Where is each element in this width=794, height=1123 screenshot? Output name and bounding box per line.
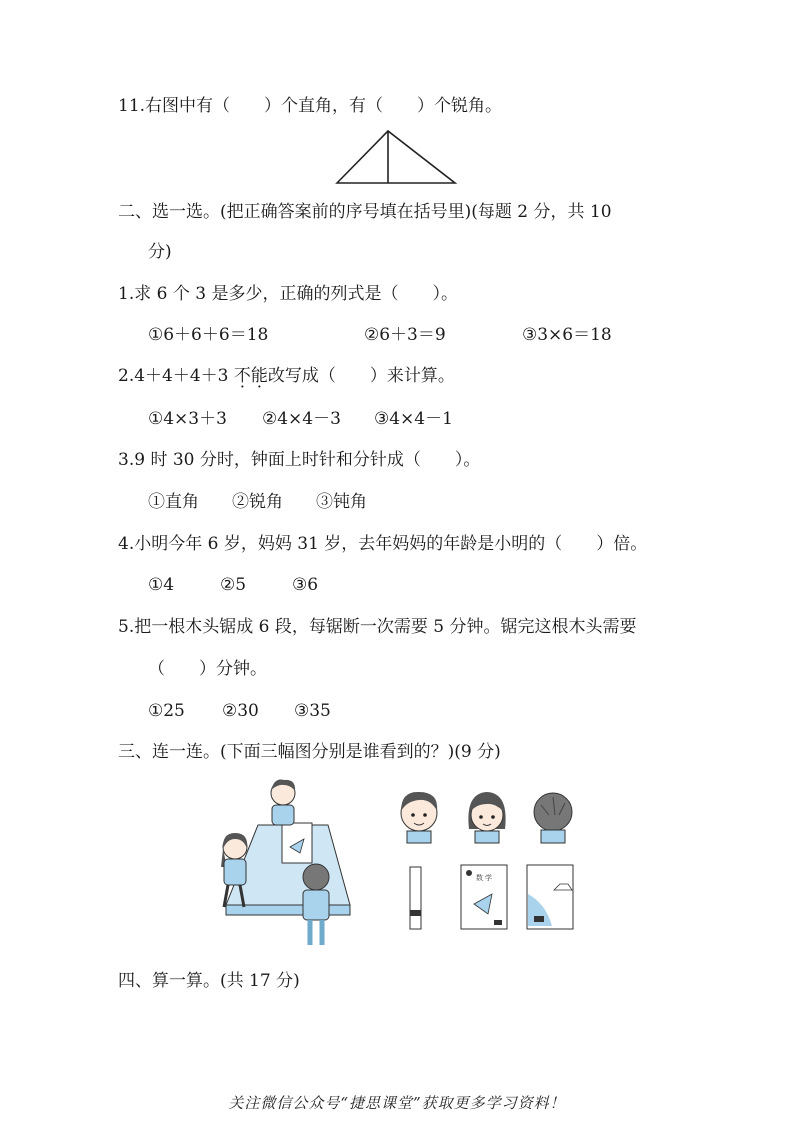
option-2: ②4×4－3 xyxy=(262,409,341,429)
option-1: ①6＋6＋6＝18 xyxy=(148,325,269,345)
emphasis-mark: 能 xyxy=(250,366,268,386)
option-3: ③4×4－1 xyxy=(374,409,453,429)
s2-question-5-cont: （ ）分钟。 xyxy=(148,659,267,679)
option-3: ③6 xyxy=(292,575,319,595)
s2-question-4: 4.小明今年 6 岁，妈妈 31 岁，去年妈妈的年龄是小明的（ ）倍。 xyxy=(118,534,648,554)
s2-question-2: 2.4＋4＋4＋3 不能改写成（ ）来计算。 xyxy=(118,366,455,386)
option-2: ②锐角 xyxy=(232,492,283,512)
question-11: 11.右图中有（ ）个直角，有（ ）个锐角。 xyxy=(118,96,503,116)
option-3: ③35 xyxy=(294,701,331,721)
option-3: ③3×6＝18 xyxy=(522,325,612,345)
book-back-cover-icon xyxy=(526,864,574,930)
book-spine-view-icon xyxy=(409,866,423,930)
option-1: ①4×3＋3 xyxy=(148,409,227,429)
girl-face-icon xyxy=(461,785,513,845)
s2-q5-options xyxy=(148,700,331,722)
option-2: ②30 xyxy=(222,701,259,721)
s2-q1-options xyxy=(148,324,612,346)
s2-question-1: 1.求 6 个 3 是多少，正确的列式是（ ）。 xyxy=(118,284,458,304)
book-front-cover-icon xyxy=(460,864,508,930)
s2-q4-options xyxy=(148,574,318,596)
option-1: ①4 xyxy=(148,575,175,595)
back-head-icon xyxy=(527,785,579,845)
triangle-figure xyxy=(334,128,458,186)
section-3-title: 三、连一连。(下面三幅图分别是谁看到的？)(9 分) xyxy=(118,742,501,762)
section-4-title: 四、算一算。(共 17 分) xyxy=(118,971,300,991)
section-2-title-cont: 分) xyxy=(148,242,172,262)
option-3: ③钝角 xyxy=(316,492,367,512)
option-1: ①直角 xyxy=(148,492,199,512)
boy-face-icon xyxy=(393,785,445,845)
emphasis-mark: 不 xyxy=(233,366,251,386)
option-2: ②6＋3＝9 xyxy=(364,325,446,345)
footer-note: 关注微信公众号“捷思课堂”获取更多学习资料！ xyxy=(228,1094,566,1112)
s2-question-3: 3.9 时 30 分时，钟面上时针和分针成（ ）。 xyxy=(118,450,481,470)
children-around-table-illustration xyxy=(210,775,358,950)
s2-q2-options xyxy=(148,408,453,430)
section-2-title: 二、选一选。(把正确答案前的序号填在括号里)(每题 2 分，共 10 xyxy=(118,202,612,222)
option-1: ①25 xyxy=(148,701,185,721)
option-2: ②5 xyxy=(220,575,247,595)
svg-text:数 学: 数 学 xyxy=(476,875,492,882)
s2-q3-options xyxy=(148,491,367,513)
s2-question-5: 5.把一根木头锯成 6 段，每锯断一次需要 5 分钟。锯完这根木头需要 xyxy=(118,617,637,637)
